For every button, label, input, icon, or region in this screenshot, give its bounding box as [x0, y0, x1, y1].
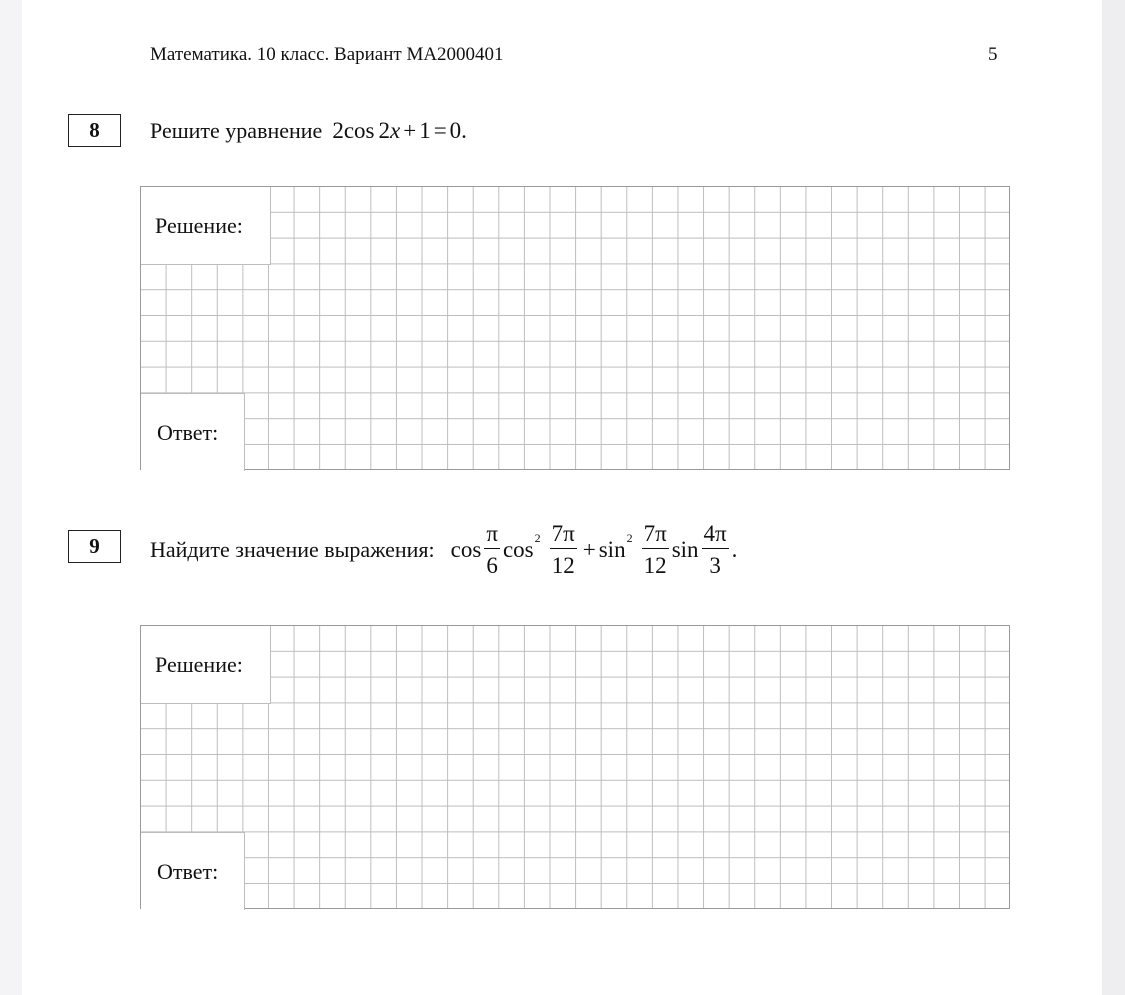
expr-sin-2: sin	[671, 536, 699, 562]
eq-const: 1	[419, 118, 431, 143]
expr-cos-2: cos	[502, 536, 534, 562]
expr-frac-7pi-12-b: $\frac{7\pi}{12}$	[643, 521, 667, 578]
task-9-number-box: 9	[68, 530, 121, 563]
task-9-solution-label: Решение:	[141, 626, 271, 704]
task-8-number-box: 8	[68, 114, 121, 147]
task-8-solution-label: Решение:	[141, 187, 271, 265]
eq-arg-coef: 2	[378, 118, 390, 143]
expr-frac-pi-6: $\frac{\pi}{6}$	[486, 521, 498, 578]
expr-sin-1: sin	[598, 536, 626, 562]
eq-var: x	[389, 118, 401, 143]
task-8-equation	[332, 118, 467, 144]
task-9-answer-label: Ответ:	[141, 832, 245, 910]
eq-equals: =	[433, 118, 447, 143]
eq-period: .	[461, 118, 467, 143]
eq-coef: 2	[332, 118, 344, 143]
task-9-answer-grid[interactable]	[140, 625, 1010, 909]
page-number: 5	[988, 44, 998, 65]
eq-plus: +	[403, 118, 417, 143]
eq-rhs: 0	[449, 118, 462, 143]
expr-frac-4pi-3: $\frac{4\pi}{3}$	[703, 521, 727, 578]
task-8-answer-label: Ответ:	[141, 393, 245, 471]
page-header-title: Математика. 10 класс. Вариант МА2000401	[150, 44, 504, 65]
expr-cos-power: 2	[534, 531, 541, 545]
task-9-expression	[451, 522, 738, 577]
expr-cos-1: cos	[450, 536, 482, 562]
expr-sin-power: 2	[626, 531, 633, 545]
eq-func: cos	[343, 118, 375, 143]
expr-plus: +	[582, 536, 596, 562]
exam-page	[22, 0, 1102, 995]
task-9-prompt-text: Найдите значение выражения:	[150, 536, 435, 562]
expr-period: .	[731, 536, 738, 562]
viewer-background	[1102, 0, 1125, 995]
task-9-prompt	[150, 522, 737, 577]
task-8-prompt-text: Решите уравнение	[150, 118, 323, 143]
expr-frac-7pi-12-a: $\frac{7\pi}{12}$	[551, 521, 575, 578]
task-8-answer-grid[interactable]	[140, 186, 1010, 470]
task-8-prompt	[150, 118, 467, 144]
